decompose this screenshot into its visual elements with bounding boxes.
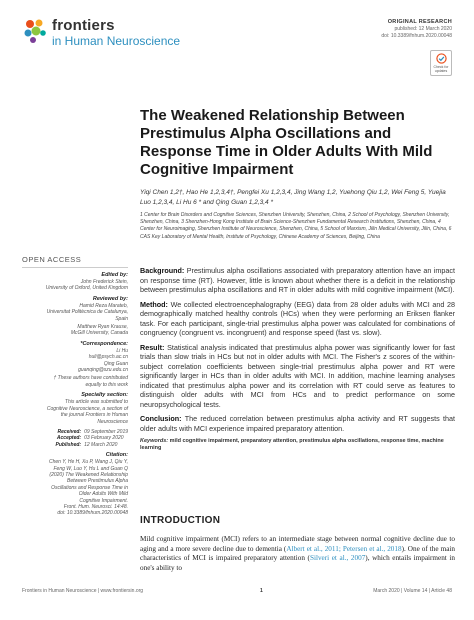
method-text: We collected electroencephalography (EEG) data from 28 older adults with MCI and 28 demographically matched healthy controls (HCs) when they were performing an Eriksen flanker task. For each participant, single-trial prestimulus alpha power was calculated for combinations of congruency (congruent vs. incongruent) and response speed (fast vs. slow). [140,299,455,337]
specialty-line: Neuroscience [97,418,128,425]
conclusion-label: Conclusion: [140,414,182,423]
reviewed-by-label: Reviewed by: [92,295,128,302]
abstract-conclusion [140,414,455,433]
equal-contribution-note: equally to this work [85,381,128,388]
citation-link[interactable]: Silveri et al., 2007 [309,554,366,563]
article-sidebar [22,255,128,517]
journal-name: in Human Neuroscience [52,34,181,48]
method-label: Method: [140,299,168,309]
citation-line: Chen Y, He H, Xu P, Wang J, Qiu Y, [48,459,128,466]
article-title: The Weakened Relationship Between Prestimulus Alpha Oscillations and Response Time in Older Adults With Mild Cognitive Impairment [140,107,433,178]
article-type: ORIGINAL RESEARCH [387,19,452,25]
citation-line: Older Adults With Mild [78,491,128,498]
intro-text: ), which entails impairment in one's ability to [140,554,455,572]
check-for-updates-button[interactable] [430,50,452,76]
introduction-paragraph [140,535,455,573]
footer-journal-link[interactable]: Frontiers in Human Neuroscience | www.frontiersin.org [22,588,144,594]
result-text: Statistical analysis indicated that prestimulus alpha power was significantly lower for fast trials than slow trials in HCs but not in older adults with MCI. The Fisher's z scores of the within-subject correlation coefficients between single-trial prestimulus alpha power and RT were significantly larger in HCs than in older adults with MCI. In addition, machine learning analyses indicated that prestimulus alpha power and its correlation with RT could serve as features to distinguish older adults with MCI from HCs and to predict performance on some neuropsychological tests. [140,342,455,409]
abstract-result [140,343,455,410]
conclusion-text: The reduced correlation between prestimulus alpha activity and RT suggests that older adults with MCI experience impaired preparatory attention. [140,414,455,433]
doi-link[interactable]: doi: 10.3389/fnhum.2020.00048 [381,33,452,39]
page-header [22,17,452,73]
specialty-section-label: Specialty section: [81,392,128,399]
result-label: Result: [140,342,165,352]
reviewer-line: Universitat Politècnica de Catalunya, [46,309,128,316]
specialty-line: Cognitive Neuroscience, a section of [46,405,128,412]
frontiers-logo-icon [22,18,48,44]
citation-line: Between Prestimulus Alpha [67,478,128,485]
abstract [140,266,455,452]
edited-by-label: Edited by: [101,272,128,278]
section-heading-introduction: INTRODUCTION [140,515,221,526]
page-number: 1 [260,588,263,594]
check-updates-label: Check for updates [433,65,449,73]
reviewer-line: Hamid Reza Marateb, [79,302,128,309]
check-updates-icon [436,53,447,64]
published-label: Published: [55,441,82,448]
corresponding-email[interactable]: huli@psych.ac.cn [88,354,128,361]
background-label: Background: [140,266,185,275]
intro-text: ). One of the main characteristics of MCI is impaired preparatory attention ( [140,544,455,563]
equal-contribution-note: † These authors have contributed [53,375,128,382]
abstract-background [140,266,455,295]
keywords [140,438,455,452]
article-dates [22,429,128,448]
article-meta [381,18,452,40]
corresponding-author: Li Hu [116,347,128,354]
corresponding-author: Qing Guan [103,360,128,367]
reviewer-line: McGill University, Canada [70,330,128,337]
citation-line: (2020) The Weakened Relationship [49,471,128,478]
intro-text: Mild cognitive impairment (MCI) refers to an intermediate stage between normal cognitive decline due to aging and a more severe decline due to dementia ( [140,535,455,553]
brand-name: frontiers [52,17,115,34]
journal-logo[interactable] [22,18,180,48]
citation-doi[interactable]: doi: 10.3389/fnhum.2020.00048 [57,510,128,517]
editor-name: John Frederick Stein, [80,279,128,285]
citation-label: Citation: [105,452,128,459]
published-date: published: 12 March 2020 [394,26,452,32]
footer-issue-info: March 2020 | Volume 14 | Article 48 [373,588,452,594]
published-date: 12 March 2020 [84,441,118,448]
corresponding-email[interactable]: guanqing@szu.edu.cn [78,367,128,374]
editor-affiliation: University of Oxford, United Kingdom [45,285,128,292]
correspondence-label: *Correspondence: [80,340,128,347]
keywords-text: mild cognitive impairment, preparatory attention, prestimulus alpha oscillations, response time, machine learning [140,438,444,451]
reviewer-line: Spain [115,315,128,322]
received-label: Received: [57,428,82,435]
citation-line: Front. Hum. Neurosci. 14:48. [63,503,128,510]
accepted-label: Accepted: [56,435,82,442]
citation-line: Cognitive Impairment. [79,497,128,504]
affiliations: 1 Center for Brain Disorders and Cognitive Sciences, Shenzhen University, Shenzhen, China, 2 School of Psychology, Shenzhen University, Shenzhen, China, 3 Shenzhen-Hong Kong Institute of Brain Science-Shenzhen Fundamental Research Institutions, Shenzhen, China, 4 Center for Neuroimaging, Shenzhen Institute of Neuroscience, Shenzhen, China, 5 School of Marxism, Jilin Medical University, Jilin, China, 6 CAS Key Laboratory of Mental Health, Institute of Psychology, Chinese Academy of Sciences, Beijing, China [140,212,452,240]
accepted-date: 03 February 2020 [84,435,124,442]
keywords-label: Keywords: [140,438,169,444]
page-footer [22,588,452,598]
background-text: Prestimulus alpha oscillations associated with preparatory attention have an impact on response time (RT). However, little is known about whether there is a deficit in the relationship between prestimulus alpha oscillations and RT in older adults with mild cognitive impairment (MCI). [140,266,455,294]
citation-line: Oscillations and Response Time in [51,484,128,491]
specialty-line: This article was submitted to [64,399,128,406]
open-access-label: OPEN ACCESS [22,255,128,268]
citation-link[interactable]: Albert et al., 2011; Petersen et al., 2018 [286,544,402,553]
abstract-method [140,300,455,338]
citation-line: Feng W, Luo Y, Hu L and Guan Q [53,465,128,472]
reviewer-line: Matthew Ryan Krause, [77,324,128,331]
specialty-line: the journal Frontiers in Human [60,412,128,419]
received-date: 09 September 2019 [84,428,128,435]
author-list: Yiqi Chen 1,2†, Hao He 1,2,3,4†, Pengfei Xu 1,2,3,4, Jing Wang 1,2, Yuehong Qiu 1,2, Wei Feng 5, Yuejia Luo 1,2,3,4, Li Hu 6 * and Qing Guan 1,2,3,4 * [140,189,446,206]
